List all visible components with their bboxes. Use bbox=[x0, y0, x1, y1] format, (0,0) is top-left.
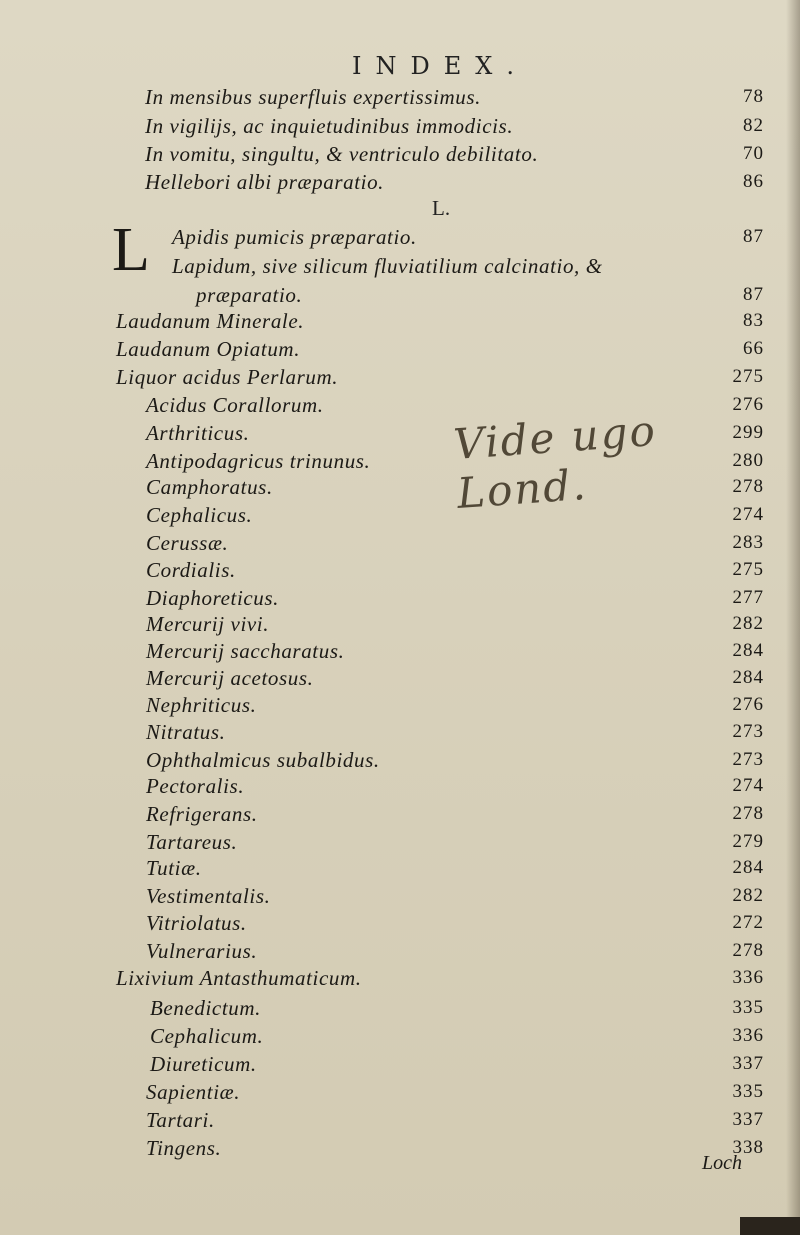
entry-text: Tingens. bbox=[146, 1136, 222, 1160]
entry-page-number: 278 bbox=[732, 476, 764, 497]
entry-text: Benedictum. bbox=[150, 996, 261, 1020]
handwritten-note: Vide ugo Lond. bbox=[452, 405, 659, 518]
entry-page-number: 274 bbox=[732, 775, 764, 796]
index-entry bbox=[0, 609, 800, 639]
entry-page-number: 282 bbox=[732, 613, 764, 634]
entry-page-number: 278 bbox=[732, 940, 764, 961]
index-entry bbox=[0, 528, 800, 558]
index-entry bbox=[0, 663, 800, 693]
entry-text: Lixivium Antasthumaticum. bbox=[116, 966, 362, 990]
drop-cap: L bbox=[112, 216, 150, 284]
entry-text: Vestimentalis. bbox=[146, 884, 271, 908]
entry-page-number: 337 bbox=[732, 1053, 764, 1074]
entry-page-number: 284 bbox=[732, 640, 764, 661]
entry-text: Sapientiæ. bbox=[146, 1080, 241, 1104]
entry-text: Laudanum Minerale. bbox=[116, 309, 305, 333]
entry-page-number: 337 bbox=[732, 1109, 764, 1130]
entry-page-number: 336 bbox=[732, 1025, 764, 1046]
index-entry bbox=[0, 1133, 800, 1163]
entry-text: Nitratus. bbox=[146, 720, 226, 744]
entry-text: Lapidum, sive silicum fluviatilium calcinatio, & bbox=[172, 254, 603, 278]
section-letter: L. bbox=[432, 196, 451, 220]
entry-text: Acidus Corallorum. bbox=[146, 393, 324, 417]
entry-text: In vigilijs, ac inquietudinibus immodicis. bbox=[145, 114, 514, 138]
index-entry bbox=[0, 1021, 800, 1051]
entry-page-number: 275 bbox=[732, 366, 764, 387]
index-entry bbox=[0, 1077, 800, 1107]
index-entry bbox=[0, 82, 800, 112]
entry-text: Liquor acidus Perlarum. bbox=[116, 365, 339, 389]
entry-text: Laudanum Opiatum. bbox=[116, 337, 301, 361]
entry-text: Mercurij vivi. bbox=[146, 612, 270, 636]
entry-page-number: 70 bbox=[743, 143, 764, 164]
entry-page-number: 336 bbox=[732, 967, 764, 988]
index-entry bbox=[0, 222, 800, 252]
entry-text: Diureticum. bbox=[150, 1052, 257, 1076]
index-entry bbox=[0, 993, 800, 1023]
entry-text: Diaphoreticus. bbox=[146, 586, 280, 610]
index-entry bbox=[0, 362, 800, 392]
index-entry bbox=[0, 936, 800, 966]
entry-text: Nephriticus. bbox=[146, 693, 257, 717]
entry-text: Cerussæ. bbox=[146, 531, 229, 555]
entry-text: Camphoratus. bbox=[146, 475, 273, 499]
entry-page-number: 335 bbox=[732, 997, 764, 1018]
index-entry bbox=[0, 500, 800, 530]
entry-page-number: 276 bbox=[732, 694, 764, 715]
index-entry bbox=[0, 963, 800, 993]
entry-page-number: 277 bbox=[732, 587, 764, 608]
index-entry bbox=[0, 1105, 800, 1135]
entry-text: Mercurij saccharatus. bbox=[146, 639, 345, 663]
entry-page-number: 299 bbox=[732, 422, 764, 443]
entry-text: Cephalicus. bbox=[146, 503, 253, 527]
index-entry bbox=[0, 853, 800, 883]
entry-page-number: 284 bbox=[732, 667, 764, 688]
index-entry bbox=[0, 881, 800, 911]
entry-text: Tartareus. bbox=[146, 830, 238, 854]
index-entry bbox=[0, 908, 800, 938]
index-entry bbox=[0, 690, 800, 720]
index-entry bbox=[0, 1049, 800, 1079]
entry-page-number: 274 bbox=[732, 504, 764, 525]
entry-text: Vulnerarius. bbox=[146, 939, 258, 963]
entry-text: præparatio. bbox=[196, 283, 303, 307]
entry-page-number: 272 bbox=[732, 912, 764, 933]
entry-page-number: 273 bbox=[732, 721, 764, 742]
page-header: INDEX. bbox=[352, 52, 528, 80]
entry-text: Hellebori albi præparatio. bbox=[145, 170, 385, 194]
entry-text: Mercurij acetosus. bbox=[146, 666, 314, 690]
entry-text: Apidis pumicis præparatio. bbox=[172, 225, 417, 249]
entry-page-number: 66 bbox=[743, 338, 764, 359]
catchword: Loch bbox=[702, 1152, 742, 1174]
index-entry bbox=[0, 799, 800, 829]
entry-page-number: 280 bbox=[732, 450, 764, 471]
index-entry bbox=[0, 306, 800, 336]
entry-text: Tutiæ. bbox=[146, 856, 202, 880]
entry-page-number: 83 bbox=[743, 310, 764, 331]
entry-page-number: 284 bbox=[732, 857, 764, 878]
entry-page-number: 278 bbox=[732, 803, 764, 824]
entry-page-number: 87 bbox=[743, 284, 764, 305]
entry-page-number: 279 bbox=[732, 831, 764, 852]
entry-text: Antipodagricus trinunus. bbox=[146, 449, 371, 473]
entry-text: Arthriticus. bbox=[146, 421, 250, 445]
index-entry bbox=[0, 771, 800, 801]
index-entry bbox=[0, 717, 800, 747]
entry-page-number: 86 bbox=[743, 171, 764, 192]
entry-text: Cordialis. bbox=[146, 558, 236, 582]
entry-page-number: 78 bbox=[743, 86, 764, 107]
entry-page-number: 273 bbox=[732, 749, 764, 770]
entry-text: Vitriolatus. bbox=[146, 911, 247, 935]
entry-text: In mensibus superfluis expertissimus. bbox=[145, 85, 482, 109]
entry-text: Cephalicum. bbox=[150, 1024, 264, 1048]
index-entry bbox=[0, 167, 800, 197]
index-entry bbox=[0, 251, 800, 281]
entry-page-number: 283 bbox=[732, 532, 764, 553]
index-entry bbox=[0, 111, 800, 141]
entry-text: Tartari. bbox=[146, 1108, 215, 1132]
entry-text: In vomitu, singultu, & ventriculo debilitato. bbox=[145, 142, 539, 166]
page-corner-shadow bbox=[740, 1217, 800, 1235]
entry-page-number: 276 bbox=[732, 394, 764, 415]
entry-page-number: 87 bbox=[743, 226, 764, 247]
index-entry bbox=[0, 636, 800, 666]
entry-text: Pectoralis. bbox=[146, 774, 245, 798]
entry-page-number: 335 bbox=[732, 1081, 764, 1102]
entry-text: Ophthalmicus subalbidus. bbox=[146, 748, 380, 772]
entry-text: Refrigerans. bbox=[146, 802, 258, 826]
entry-page-number: 82 bbox=[743, 115, 764, 136]
index-entry bbox=[0, 139, 800, 169]
entry-page-number: 282 bbox=[732, 885, 764, 906]
entry-page-number: 338 bbox=[732, 1137, 764, 1158]
index-entry bbox=[0, 555, 800, 585]
entry-page-number: 275 bbox=[732, 559, 764, 580]
index-entry bbox=[0, 334, 800, 364]
